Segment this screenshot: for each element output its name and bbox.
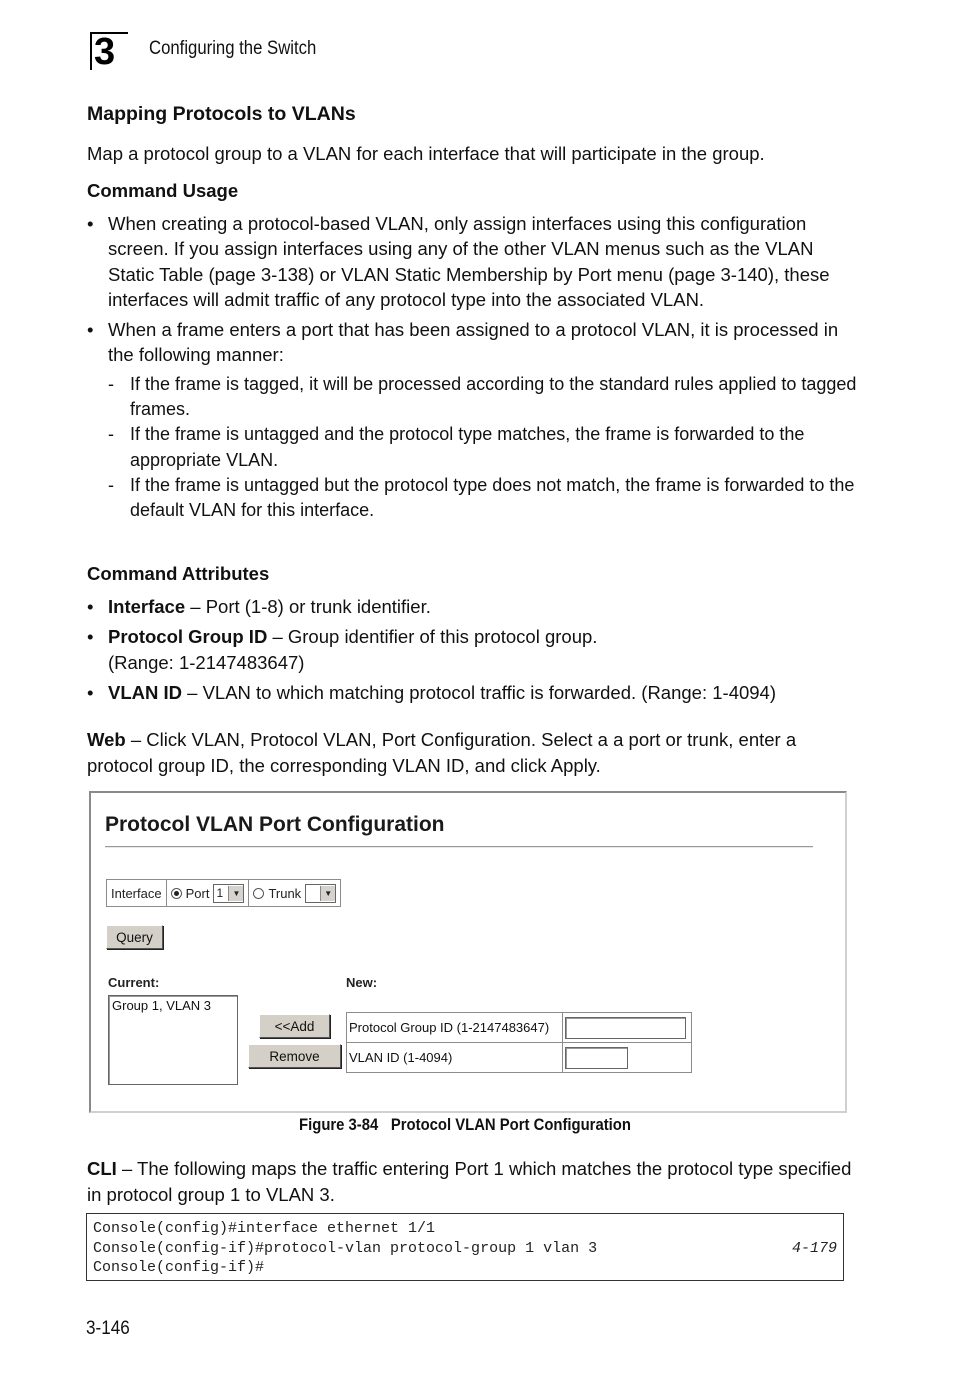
figure-caption xyxy=(47,1116,884,1135)
new-label: New: xyxy=(346,975,378,990)
group-id-label: Protocol Group ID (1-2147483647) xyxy=(347,1013,563,1042)
interface-label: Interface xyxy=(111,885,162,901)
cli-lead: CLI xyxy=(87,1158,117,1179)
attribute-desc: – Group identifier of this protocol group. xyxy=(267,626,598,648)
interface-selector xyxy=(106,879,341,907)
port-radio[interactable] xyxy=(171,888,182,899)
list-item xyxy=(108,422,857,473)
port-label: Port xyxy=(185,885,210,901)
vlan-id-row xyxy=(347,1043,691,1072)
port-select-value: 1 xyxy=(216,886,224,900)
code-line-text: Console(config-if)#protocol-vlan protocol-group 1 vlan 3 xyxy=(93,1239,598,1257)
cli-paragraph xyxy=(87,1156,857,1207)
attribute-term: Protocol Group ID xyxy=(108,626,268,648)
web-paragraph xyxy=(87,727,857,778)
trunk-label: Trunk xyxy=(268,885,302,901)
usage-bullet-1: When creating a protocol-based VLAN, only assign interfaces using this configuration screen. If you assign interfaces using any of the other VLAN menus such as the VLAN Static Table (page 3-138) or VLAN Static Membership by Port menu (page 3-140), these interfaces will admit traffic of any protocol type into the associated VLAN. xyxy=(108,213,830,310)
group-id-input[interactable] xyxy=(565,1017,686,1039)
cli-text: – The following maps the traffic entering Port 1 which matches the protocol type specified in protocol group 1 to VLAN 3. xyxy=(87,1158,852,1205)
group-id-row xyxy=(347,1013,691,1043)
new-mapping-form xyxy=(346,1012,692,1073)
sub-item-text: If the frame is untagged but the protocol type does not match, the frame is forwarded to the default VLAN for this interface. xyxy=(130,474,855,521)
caption-number: Figure 3-84 xyxy=(299,1116,379,1134)
vlan-id-input[interactable] xyxy=(565,1047,628,1069)
running-head: Configuring the Switch xyxy=(149,38,317,59)
attribute-term: VLAN ID xyxy=(108,681,182,703)
usage-sub-list xyxy=(108,372,857,524)
remove-button[interactable]: Remove xyxy=(248,1044,341,1068)
list-item xyxy=(108,473,857,524)
page-reference: 4-179 xyxy=(791,1239,837,1257)
code-line xyxy=(93,1258,837,1278)
cli-code-block xyxy=(86,1213,844,1281)
attribute-desc: – Port (1-8) or trunk identifier. xyxy=(185,596,431,617)
title-divider xyxy=(105,846,813,848)
list-item xyxy=(87,624,857,675)
chevron-down-icon: ▼ xyxy=(320,886,335,901)
section-intro: Map a protocol group to a VLAN for each interface that will participate in the group. xyxy=(87,143,765,164)
sub-item-text: If the frame is untagged and the protocol type matches, the frame is forwarded to the appropriate VLAN. xyxy=(130,424,805,470)
command-attributes-heading: Command Attributes xyxy=(87,563,270,584)
attribute-term: Interface xyxy=(108,596,186,617)
caption-text: Protocol VLAN Port Configuration xyxy=(390,1116,631,1134)
command-attributes-list xyxy=(87,594,857,705)
command-usage-list xyxy=(87,211,857,524)
list-item xyxy=(108,372,857,423)
port-select[interactable] xyxy=(213,884,244,903)
trunk-cell xyxy=(249,880,340,906)
section-title: Mapping Protocols to VLANs xyxy=(87,103,356,125)
web-lead: Web xyxy=(87,729,126,750)
add-button[interactable]: <<Add xyxy=(259,1014,330,1038)
list-item xyxy=(87,680,857,705)
port-cell xyxy=(167,880,250,906)
vlan-id-label: VLAN ID (1-4094) xyxy=(347,1043,563,1072)
list-item xyxy=(87,211,857,312)
sub-item-text: If the frame is tagged, it will be processed according to the standard rules applied to tagged frames. xyxy=(130,373,857,420)
query-button[interactable]: Query xyxy=(106,925,163,949)
trunk-select[interactable] xyxy=(305,884,336,903)
attribute-range: (Range: 1-2147483647) xyxy=(108,651,305,673)
attribute-desc: – VLAN to which matching protocol traffic is forwarded. (Range: 1-4094) xyxy=(182,681,777,703)
web-text: – Click VLAN, Protocol VLAN, Port Configuration. Select a a port or trunk, enter a protocol group ID, the corresponding VLAN ID, and click Apply. xyxy=(87,729,797,776)
code-line xyxy=(93,1239,837,1259)
interface-label-cell xyxy=(107,880,167,906)
list-item xyxy=(87,317,857,523)
code-line xyxy=(93,1219,837,1239)
chapter-number-badge: 3 xyxy=(90,32,128,70)
protocol-vlan-figure xyxy=(89,791,847,1113)
trunk-radio[interactable] xyxy=(253,888,264,899)
current-label: Current: xyxy=(108,975,160,990)
code-line-text: Console(config-if)# xyxy=(93,1259,265,1276)
figure-title: Protocol VLAN Port Configuration xyxy=(105,813,445,836)
list-item xyxy=(87,594,857,619)
code-line-text: Console(config)#interface ethernet 1/1 xyxy=(93,1220,436,1237)
command-usage-heading: Command Usage xyxy=(87,180,239,201)
current-mapping-list[interactable] xyxy=(108,995,238,1085)
page-number: 3-146 xyxy=(86,1318,130,1339)
chevron-down-icon: ▼ xyxy=(228,886,243,901)
list-item[interactable]: Group 1, VLAN 3 xyxy=(112,998,211,1013)
usage-bullet-2: When a frame enters a port that has been assigned to a protocol VLAN, it is processed in the following manner: xyxy=(108,319,839,366)
